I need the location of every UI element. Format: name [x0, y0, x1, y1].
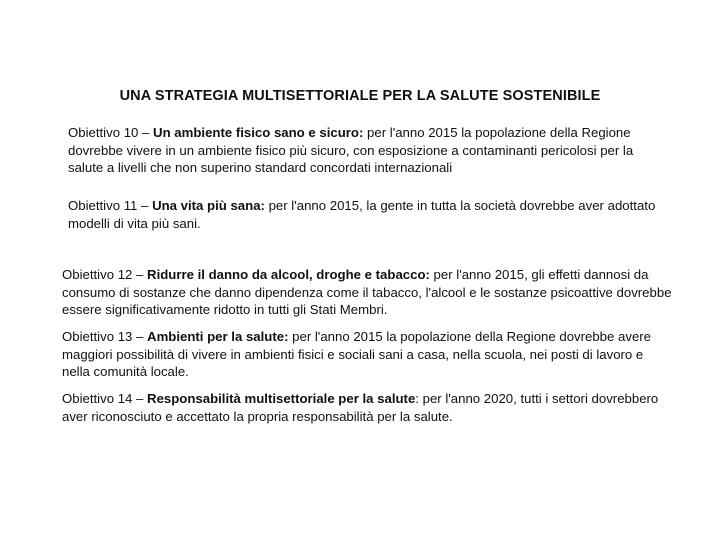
objective-10 — [68, 124, 668, 177]
objective-prefix: Obiettivo 11 – — [68, 198, 153, 213]
objective-prefix: Obiettivo 14 – — [62, 391, 148, 406]
objective-heading: Ambienti per la salute: — [147, 329, 289, 344]
objective-14 — [62, 390, 672, 425]
objective-text: : per l'anno 2020, tutti i settori dovrebbero aver riconosciuto e accettato la propria responsabilità per la salute. — [62, 391, 659, 424]
objective-text: per l'anno 2015 la popolazione della Regione dovrebbe vivere in un ambiente fisico più sicuro, con esposizione a contaminanti pericolosi per la salute a livelli che non superino standard concordati internazionali — [68, 125, 634, 175]
objective-11 — [68, 197, 668, 232]
objective-text: per l'anno 2015 la popolazione della Regione dovrebbe avere maggiori possibilità di vivere in ambienti fisici e sociali sani a casa, nella scuola, nei posti di lavoro e nella comunità locale. — [62, 329, 651, 379]
objective-text: per l'anno 2015, gli effetti dannosi da consumo di sostanze che danno dipendenza come il tabacco, l'alcool e le sostanze psicoattive dovrebbe essere significativamente ridotto in tutti gli Stati Membri. — [62, 267, 672, 317]
objective-prefix: Obiettivo 13 – — [62, 329, 148, 344]
objective-12 — [62, 266, 672, 319]
page-title: UNA STRATEGIA MULTISETTORIALE PER LA SALUTE SOSTENIBILE — [119, 88, 601, 104]
objective-13 — [62, 328, 672, 381]
objective-text: per l'anno 2015, la gente in tutta la società dovrebbe aver adottato modelli di vita più sani. — [68, 198, 656, 231]
objective-heading: Responsabilità multisettoriale per la salute — [147, 391, 416, 406]
objective-heading: Un ambiente fisico sano e sicuro: — [153, 125, 364, 140]
objective-heading: Una vita più sana: — [152, 198, 265, 213]
objective-prefix: Obiettivo 10 – — [68, 125, 154, 140]
objective-prefix: Obiettivo 12 – — [62, 267, 148, 282]
objective-heading: Ridurre il danno da alcool, droghe e tabacco: — [147, 267, 430, 282]
